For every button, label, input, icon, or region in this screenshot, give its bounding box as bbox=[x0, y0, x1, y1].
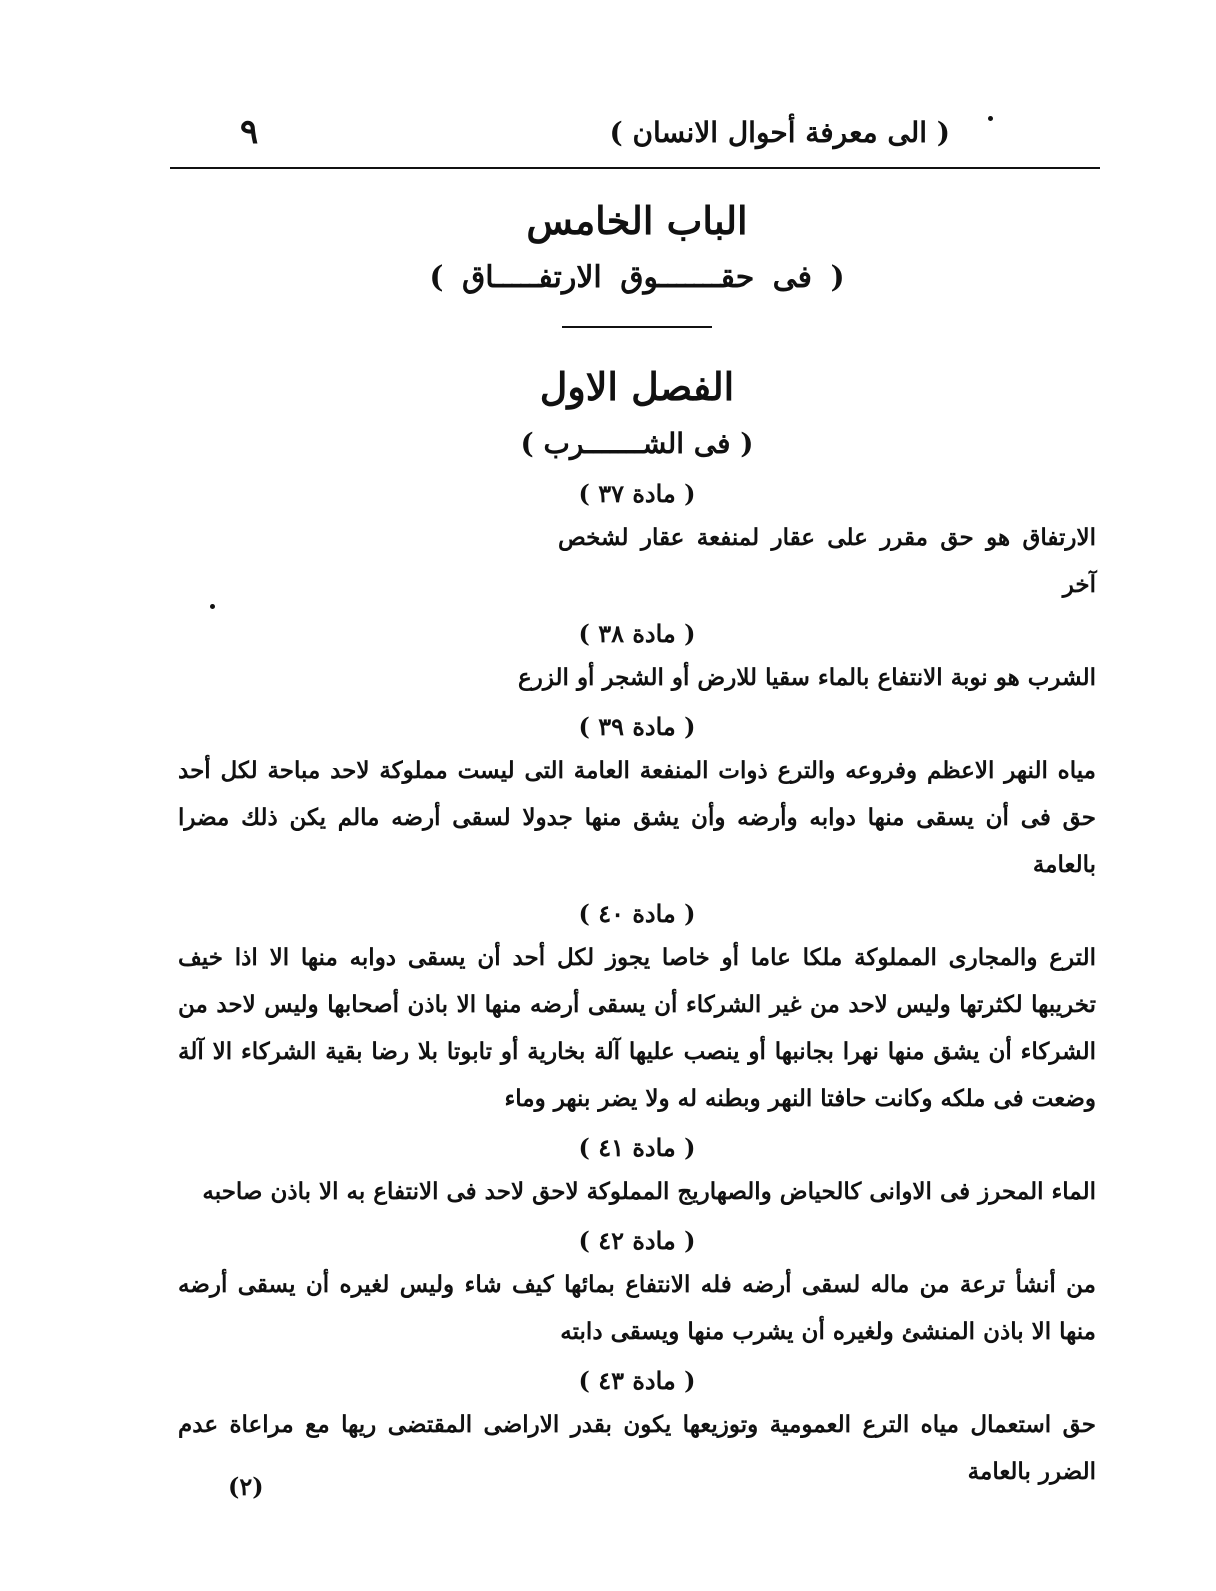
article-heading: ( مادة ٤٣ ) bbox=[578, 1366, 696, 1395]
article-text: الشرب هو نوبة الانتفاع بالماء سقيا للارض أو الشجر أو الزرع bbox=[518, 664, 1096, 691]
article-text: الماء المحرز فى الاوانى كالحياض والصهاريج المملوكة لاحق لاحد فى الانتفاع به الا باذن صاحبه bbox=[202, 1178, 1096, 1205]
running-header bbox=[170, 112, 1100, 162]
article-text: الارتفاق هو حق مقرر على عقار لمنفعة عقار لشخص آخر bbox=[558, 524, 1096, 598]
signature-mark: (٢) bbox=[228, 1472, 264, 1501]
article-42 bbox=[178, 1221, 1096, 1355]
article-39 bbox=[178, 707, 1096, 888]
header-divider bbox=[170, 167, 1100, 169]
page-number: ٩ bbox=[240, 112, 259, 152]
article-text: الترع والمجارى المملوكة ملكا عاما أو خاصا يجوز لكل أحد أن يسقى دوابه منها الا اذا خيف تخريبها لكثرتها وليس لاحد من غير الشركاء أن يسقى أرضه منها الا باذن أصحابها وليس لاحد من الشركاء أن يشق منها نهرا بجانبها أو ينصب عليها آلة بخارية أو تابوتا بلا رضا بقية الشركاء الا آلة وضعت فى ملكه وكانت حافتا النهر وبطنه له ولا يضر بنهر وماء bbox=[178, 944, 1096, 1112]
chapter-subtitle: ( فى الشـــــــرب ) bbox=[520, 427, 754, 460]
part-title: الباب الخامس bbox=[526, 198, 748, 243]
part-subtitle: ( فى حقـــــــوق الارتفـــــاق ) bbox=[429, 260, 845, 295]
article-37 bbox=[178, 474, 1096, 608]
article-heading: ( مادة ٣٧ ) bbox=[578, 479, 696, 508]
chapter-title: الفصل الاول bbox=[539, 364, 735, 409]
article-heading: ( مادة ٤٠ ) bbox=[578, 899, 696, 928]
document-body bbox=[178, 190, 1096, 1495]
article-heading: ( مادة ٤١ ) bbox=[578, 1133, 696, 1162]
article-heading: ( مادة ٤٢ ) bbox=[578, 1226, 696, 1255]
running-title: ( الى معرفة أحوال الانسان ) bbox=[609, 116, 950, 149]
section-divider bbox=[562, 326, 712, 328]
article-heading: ( مادة ٣٨ ) bbox=[578, 619, 696, 648]
article-40 bbox=[178, 894, 1096, 1122]
article-41 bbox=[178, 1128, 1096, 1215]
article-text: من أنشأ ترعة من ماله لسقى أرضه فله الانتفاع بمائها كيف شاء وليس لغيره أن يسقى أرضه منها الا باذن المنشئ ولغيره أن يشرب منها ويسقى دابته bbox=[178, 1271, 1096, 1345]
article-text: حق استعمال مياه الترع العمومية وتوزيعها يكون بقدر الاراضى المقتضى ريها مع مراعاة عدم الضرر بالعامة bbox=[178, 1411, 1096, 1485]
article-heading: ( مادة ٣٩ ) bbox=[578, 712, 696, 741]
article-38 bbox=[178, 614, 1096, 701]
scan-speck bbox=[988, 116, 993, 121]
article-text: مياه النهر الاعظم وفروعه والترع ذوات المنفعة العامة التى ليست مملوكة لاحد مباحة لكل أحد حق فى أن يسقى منها دوابه وأرضه وأن يشق منها جدولا لسقى أرضه مالم يكن ذلك مضرا بالعامة bbox=[178, 757, 1096, 878]
article-43 bbox=[178, 1361, 1096, 1495]
